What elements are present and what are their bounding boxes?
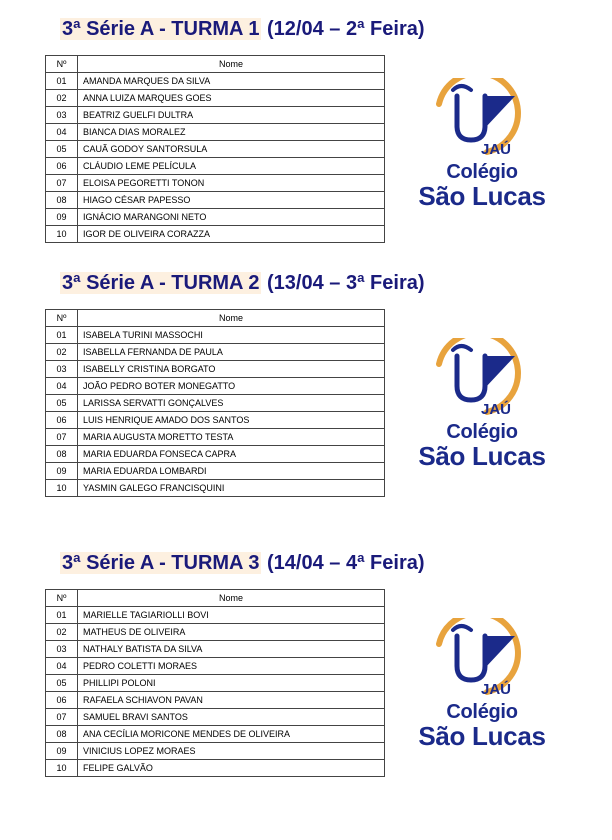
cell-name: ELOISA PEGORETTI TONON [78,175,385,192]
table-row [46,344,385,361]
logo-mark-icon [427,338,537,422]
cell-name: RAFAELA SCHIAVON PAVAN [78,692,385,709]
cell-name: CLÁUDIO LEME PELÍCULA [78,158,385,175]
column-header-name: Nome [78,56,385,73]
cell-num: 10 [46,226,78,243]
cell-name: IGNÁCIO MARANGONI NETO [78,209,385,226]
table-row [46,624,385,641]
cell-name: LUIS HENRIQUE AMADO DOS SANTOS [78,412,385,429]
table-row [46,158,385,175]
logo-word-bottom: São Lucas [418,721,546,751]
logo-word-bottom: São Lucas [418,441,546,471]
table-row [46,446,385,463]
column-header-num: Nº [46,590,78,607]
table-row [46,175,385,192]
cell-name: JOÃO PEDRO BOTER MONEGATTO [78,378,385,395]
table-row [46,209,385,226]
table-row [46,378,385,395]
cell-num: 04 [46,378,78,395]
logo-word-top: Colégio [446,161,518,183]
section-title-2 [0,272,612,295]
section-title-main-1: 3ª Série A - TURMA 1 [62,18,260,40]
section-title-main-3: 3ª Série A - TURMA 3 [62,552,260,574]
logo-word-top: Colégio [446,421,518,443]
cell-name: CAUÃ GODOY SANTORSULA [78,141,385,158]
table-row [46,641,385,658]
cell-name: HIAGO CÉSAR PAPESSO [78,192,385,209]
cell-name: ANA CECÍLIA MORICONE MENDES DE OLIVEIRA [78,726,385,743]
logo-svg-icon [427,618,537,702]
cell-name: BIANCA DIAS MORALEZ [78,124,385,141]
cell-name: ISABELLA FERNANDA DE PAULA [78,344,385,361]
table-row [46,141,385,158]
table-row [46,327,385,344]
school-logo [392,618,572,750]
table-row [46,90,385,107]
cell-name: YASMIN GALEGO FRANCISQUINI [78,480,385,497]
roster-table-3 [45,589,385,777]
cell-name: LARISSA SERVATTI GONÇALVES [78,395,385,412]
cell-name: VINICIUS LOPEZ MORAES [78,743,385,760]
table-row [46,463,385,480]
cell-num: 09 [46,209,78,226]
table-row [46,192,385,209]
cell-num: 02 [46,90,78,107]
cell-num: 07 [46,709,78,726]
cell-num: 01 [46,327,78,344]
table-row [46,124,385,141]
cell-num: 01 [46,73,78,90]
table-row [46,658,385,675]
school-logo [392,78,572,210]
cell-num: 07 [46,175,78,192]
cell-num: 03 [46,107,78,124]
table-row [46,726,385,743]
cell-name: MATHEUS DE OLIVEIRA [78,624,385,641]
table-row [46,73,385,90]
table-header-row [46,590,385,607]
cell-name: SAMUEL BRAVI SANTOS [78,709,385,726]
table-row [46,692,385,709]
table-row [46,226,385,243]
cell-name: MARIELLE TAGIARIOLLI BOVI [78,607,385,624]
cell-num: 05 [46,141,78,158]
cell-num: 09 [46,463,78,480]
school-logo [392,338,572,470]
logo-word-bottom: São Lucas [418,181,546,211]
cell-name: PEDRO COLETTI MORAES [78,658,385,675]
section-title-main-2: 3ª Série A - TURMA 2 [62,272,260,294]
section-title-3 [0,552,612,575]
cell-num: 07 [46,429,78,446]
table-row [46,107,385,124]
cell-num: 08 [46,726,78,743]
cell-num: 06 [46,412,78,429]
cell-num: 05 [46,675,78,692]
cell-num: 03 [46,641,78,658]
table-row [46,675,385,692]
logo-mark-icon [427,78,537,162]
cell-num: 03 [46,361,78,378]
cell-name: IGOR DE OLIVEIRA CORAZZA [78,226,385,243]
cell-num: 08 [46,192,78,209]
cell-name: MARIA AUGUSTA MORETTO TESTA [78,429,385,446]
logo-mark-icon [427,618,537,702]
cell-num: 02 [46,624,78,641]
table-row [46,480,385,497]
cell-name: AMANDA MARQUES DA SILVA [78,73,385,90]
cell-num: 10 [46,480,78,497]
table-row [46,760,385,777]
table-row [46,361,385,378]
table-row [46,395,385,412]
table-row [46,743,385,760]
logo-word-top: Colégio [446,701,518,723]
svg-text:JAÚ: JAÚ [481,141,512,158]
column-header-name: Nome [78,310,385,327]
column-header-name: Nome [78,590,385,607]
cell-num: 06 [46,158,78,175]
cell-name: MARIA EDUARDA FONSECA CAPRA [78,446,385,463]
cell-name: MARIA EDUARDA LOMBARDI [78,463,385,480]
svg-text:JAÚ: JAÚ [481,401,512,418]
section-title-1 [0,18,612,41]
cell-name: ANNA LUIZA MARQUES GOES [78,90,385,107]
table-row [46,412,385,429]
svg-text:JAÚ: JAÚ [481,681,512,698]
table-row [46,709,385,726]
column-header-num: Nº [46,56,78,73]
cell-name: ISABELLY CRISTINA BORGATO [78,361,385,378]
column-header-num: Nº [46,310,78,327]
cell-num: 04 [46,124,78,141]
cell-num: 06 [46,692,78,709]
table-header-row [46,56,385,73]
cell-num: 09 [46,743,78,760]
logo-svg-icon [427,338,537,422]
logo-svg-icon [427,78,537,162]
cell-num: 05 [46,395,78,412]
table-row [46,429,385,446]
cell-name: FELIPE GALVÃO [78,760,385,777]
table-header-row [46,310,385,327]
section-title-suffix-1: (12/04 – 2ª Feira) [267,18,425,40]
table-row [46,607,385,624]
cell-num: 08 [46,446,78,463]
cell-name: PHILLIPI POLONI [78,675,385,692]
roster-table-2 [45,309,385,497]
cell-name: NATHALY BATISTA DA SILVA [78,641,385,658]
roster-table-1 [45,55,385,243]
section-title-suffix-2: (13/04 – 3ª Feira) [267,272,425,294]
section-title-suffix-3: (14/04 – 4ª Feira) [267,552,425,574]
cell-num: 02 [46,344,78,361]
cell-num: 10 [46,760,78,777]
cell-name: ISABELA TURINI MASSOCHI [78,327,385,344]
cell-name: BEATRIZ GUELFI DULTRA [78,107,385,124]
cell-num: 01 [46,607,78,624]
cell-num: 04 [46,658,78,675]
